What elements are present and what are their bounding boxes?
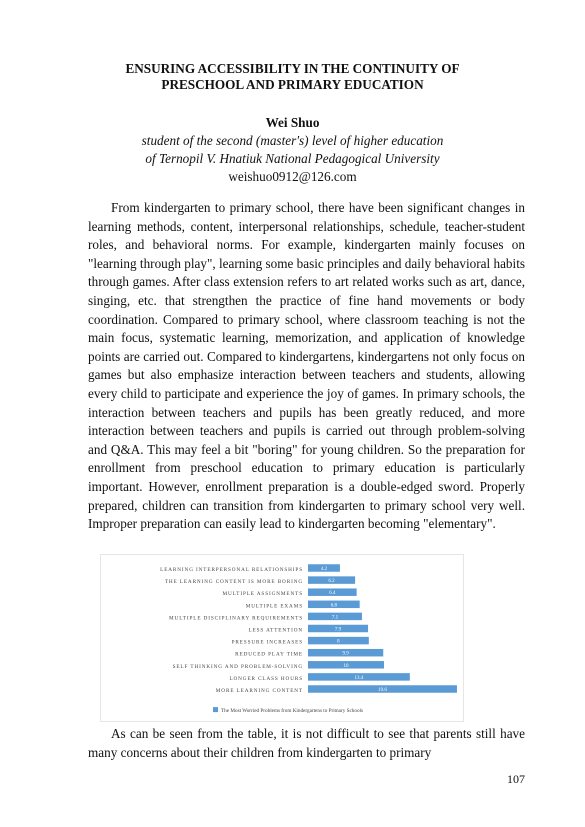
category-label: MULTIPLE EXAMS bbox=[245, 603, 303, 610]
data-label: 7.9 bbox=[334, 627, 342, 633]
bar-chart bbox=[100, 554, 464, 722]
category-label: LONGER CLASS HOURS bbox=[229, 675, 303, 682]
data-label: 6.2 bbox=[328, 579, 335, 585]
title-line-2: PRESCHOOL AND PRIMARY EDUCATION bbox=[161, 77, 424, 92]
category-label: MORE LEARNING CONTENT bbox=[215, 688, 303, 694]
data-label: 7.1 bbox=[331, 615, 339, 621]
author-block bbox=[60, 114, 525, 186]
legend-swatch bbox=[213, 707, 218, 712]
title-line-1: ENSURING ACCESSIBILITY IN THE CONTINUITY OF bbox=[125, 61, 460, 76]
category-label: REDUCED PLAY TIME bbox=[235, 651, 303, 658]
category-label: MULTIPLE DISCIPLINARY REQUIREMENTS bbox=[169, 615, 303, 622]
data-label: 6.8 bbox=[330, 603, 337, 609]
author-email: weishuo0912@126.com bbox=[228, 169, 357, 184]
data-label: 13.4 bbox=[354, 675, 364, 681]
data-label: 9.9 bbox=[342, 651, 349, 657]
body-paragraph-1: From kindergarten to primary school, there have been significant changes in learning methods, content, interpersonal relationships, schedule, teacher-student roles, and behavioral norms. For example, kindergarten mainly focuses on "learning through play", learning some basic principles and daily behavioral habits through games. After class extension refers to art related works such as art, dance, singing, etc. that strengthen the practice of fine hand movements or body coordination. Compared to primary school, where classroom teaching is not the main focus, systematic learning, memorization, and application of knowledge points are carried out. Compared to kindergartens, kindergartens not only focus on games but also emphasize interaction between teachers and students, allowing every child to participate and experience the joy of games. In primary schools, the interaction between teachers and pupils has been greatly reduced, and more interaction between teachers and pupils is carried out through problem-solving and Q&A. This may feel a bit "boring" for young children. So the preparation for enrollment from preschool education to primary education is particularly important. However, enrollment preparation is a double-edged sword. Properly prepared, children can transition from kindergarten to primary school very well. Improper preparation can easily lead to kindergarten becoming "elementary". bbox=[88, 200, 525, 532]
author-affiliation-line-1: student of the second (master's) level of higher education bbox=[141, 133, 444, 148]
data-label: 6.4 bbox=[329, 591, 336, 597]
data-label: 4.2 bbox=[320, 567, 328, 572]
paper-title bbox=[60, 61, 525, 93]
page-number: 107 bbox=[507, 772, 525, 786]
data-label: 10 bbox=[343, 663, 349, 669]
category-label: THE LEARNING CONTENT IS MORE BORING bbox=[164, 579, 303, 586]
category-label: SELF THINKING AND PROBLEM-SOLVING bbox=[172, 663, 303, 670]
data-label: 8 bbox=[337, 639, 340, 645]
data-label: 19.6 bbox=[378, 688, 387, 693]
category-label: LESS ATTENTION bbox=[248, 627, 303, 634]
author-affiliation-line-2: of Ternopil V. Hnatiuk National Pedagogical University bbox=[145, 151, 440, 166]
body-paragraph-2: As can be seen from the table, it is not difficult to see that parents still have many concerns about their children from kindergarten to primary bbox=[88, 726, 525, 760]
category-label: PRESSURE INCREASES bbox=[231, 639, 303, 646]
category-label: MULTIPLE ASSIGNMENTS bbox=[222, 591, 303, 598]
bar-chart-svg bbox=[101, 555, 463, 721]
category-label: LEARNING INTERPERSONAL RELATIONSHIPS bbox=[160, 567, 303, 573]
legend-label: The Most Worried Problems from Kindergartens to Primary Schools bbox=[221, 708, 364, 715]
author-name: Wei Shuo bbox=[265, 115, 320, 130]
